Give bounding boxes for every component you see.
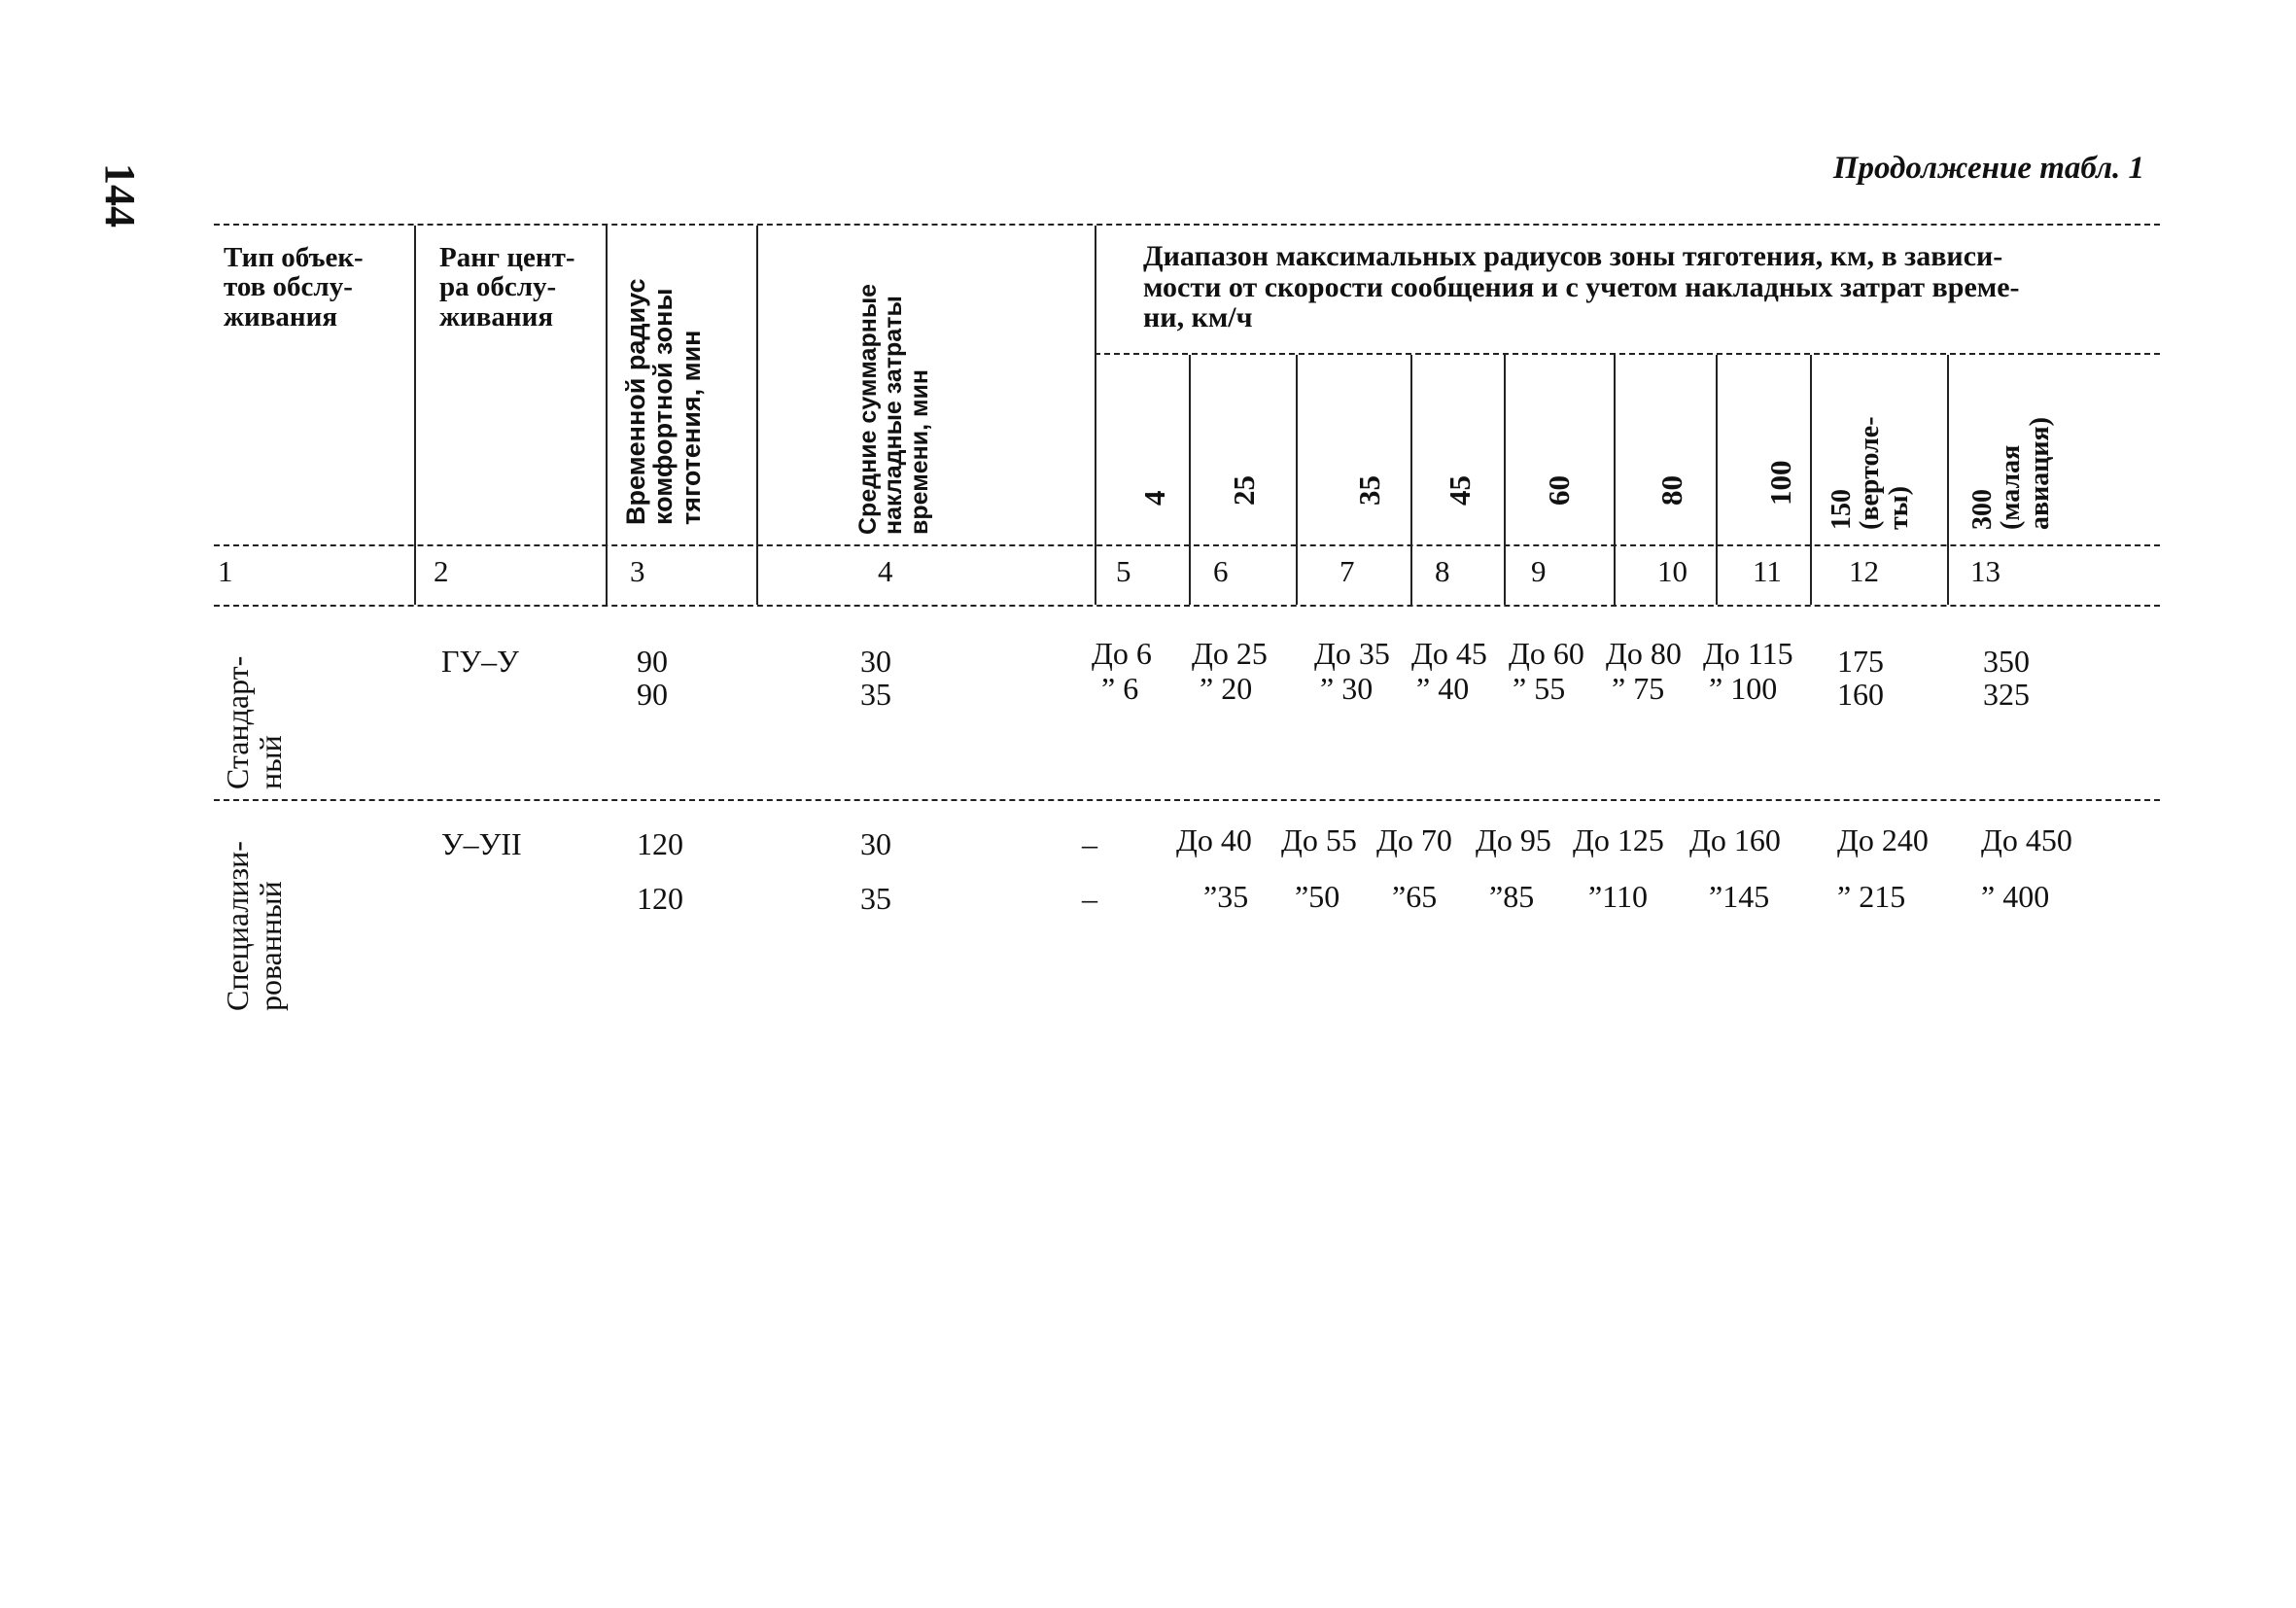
cell: 90: [637, 677, 668, 712]
cell: До 60: [1509, 636, 1584, 671]
header-speed-100: 100: [1763, 460, 1797, 506]
cell: 120: [637, 881, 683, 916]
cell: ”65: [1392, 879, 1438, 914]
column-number: 1: [218, 554, 233, 588]
cell: 175: [1837, 644, 1884, 679]
header-speed-60: 60: [1542, 475, 1576, 506]
cell: ” 6: [1101, 671, 1139, 706]
row-type-standard: Стандарт- ный: [220, 655, 288, 789]
cell: ”35: [1203, 879, 1249, 914]
column-number: 7: [1339, 554, 1355, 588]
header-speed-4: 4: [1137, 490, 1171, 506]
cell: До 115: [1703, 636, 1793, 671]
cell: До 40: [1176, 822, 1252, 857]
cell: До 160: [1689, 822, 1781, 857]
cell: До 95: [1476, 822, 1551, 857]
cell: 325: [1983, 677, 2030, 712]
header-speed-300: 300 (малая авиация): [1967, 417, 2055, 530]
column-number: 10: [1657, 554, 1687, 588]
cell: 30: [860, 826, 891, 861]
header-range-span: Диапазон максимальных радиусов зоны тяготения, км, в зависи- мости от скорости сообщения и с учетом накладных затрат време- ни, км/ч: [1143, 240, 2020, 333]
cell: –: [1082, 826, 1097, 861]
cell: ” 30: [1320, 671, 1374, 706]
cell: До 6: [1092, 636, 1152, 671]
cell: 120: [637, 826, 683, 861]
header-speed-150: 150 (вертоле- ты): [1826, 416, 1914, 530]
cell: До 35: [1314, 636, 1390, 671]
row-type-specialized: Специализи- рованный: [220, 841, 288, 1011]
header-speed-80: 80: [1654, 475, 1688, 506]
cell: 90: [637, 644, 668, 679]
page-number: 144: [96, 163, 144, 227]
cell: ” 55: [1513, 671, 1566, 706]
header-speed-35: 35: [1352, 475, 1386, 506]
cell: До 45: [1411, 636, 1487, 671]
cell: До 240: [1837, 822, 1929, 857]
cell: ” 75: [1612, 671, 1665, 706]
cell: ” 215: [1837, 879, 1906, 914]
cell: До 80: [1606, 636, 1682, 671]
cell: ”50: [1295, 879, 1340, 914]
header-center-rank: Ранг цент- ра обслу- живания: [439, 242, 575, 332]
cell: ” 400: [1981, 879, 2050, 914]
column-number: 5: [1116, 554, 1131, 588]
column-number: 9: [1531, 554, 1547, 588]
column-number: 12: [1849, 554, 1879, 588]
cell: ”110: [1588, 879, 1649, 914]
cell: До 125: [1573, 822, 1664, 857]
column-number: 8: [1435, 554, 1450, 588]
row-rank: У–УII: [441, 826, 522, 861]
cell: До 450: [1981, 822, 2072, 857]
cell: ”85: [1489, 879, 1535, 914]
cell: ”145: [1709, 879, 1770, 914]
cell: 160: [1837, 677, 1884, 712]
cell: До 55: [1281, 822, 1357, 857]
cell: ” 100: [1709, 671, 1778, 706]
header-time-radius: Временной радиус комфортной зоны тяготения, мин: [621, 278, 706, 525]
column-number: 3: [630, 554, 645, 588]
cell: 30: [860, 644, 891, 679]
header-object-type: Тип объек- тов обслу- живания: [224, 242, 364, 332]
cell: 35: [860, 677, 891, 712]
column-number: 2: [434, 554, 449, 588]
cell: До 25: [1192, 636, 1268, 671]
column-number: 6: [1213, 554, 1229, 588]
cell: ” 40: [1416, 671, 1470, 706]
continuation-caption: Продолжение табл. 1: [1832, 151, 2144, 186]
header-speed-25: 25: [1227, 475, 1261, 506]
cell: 350: [1983, 644, 2030, 679]
cell: ” 20: [1200, 671, 1253, 706]
cell: 35: [860, 881, 891, 916]
column-number: 13: [1970, 554, 2000, 588]
header-overhead-time: Средние суммарные накладные затраты времени, мин: [854, 283, 933, 535]
cell: До 70: [1376, 822, 1452, 857]
column-number: 4: [878, 554, 893, 588]
cell: –: [1082, 881, 1097, 916]
column-number: 11: [1753, 554, 1782, 588]
row-rank: ГУ–У: [441, 644, 519, 679]
header-speed-45: 45: [1443, 475, 1477, 506]
